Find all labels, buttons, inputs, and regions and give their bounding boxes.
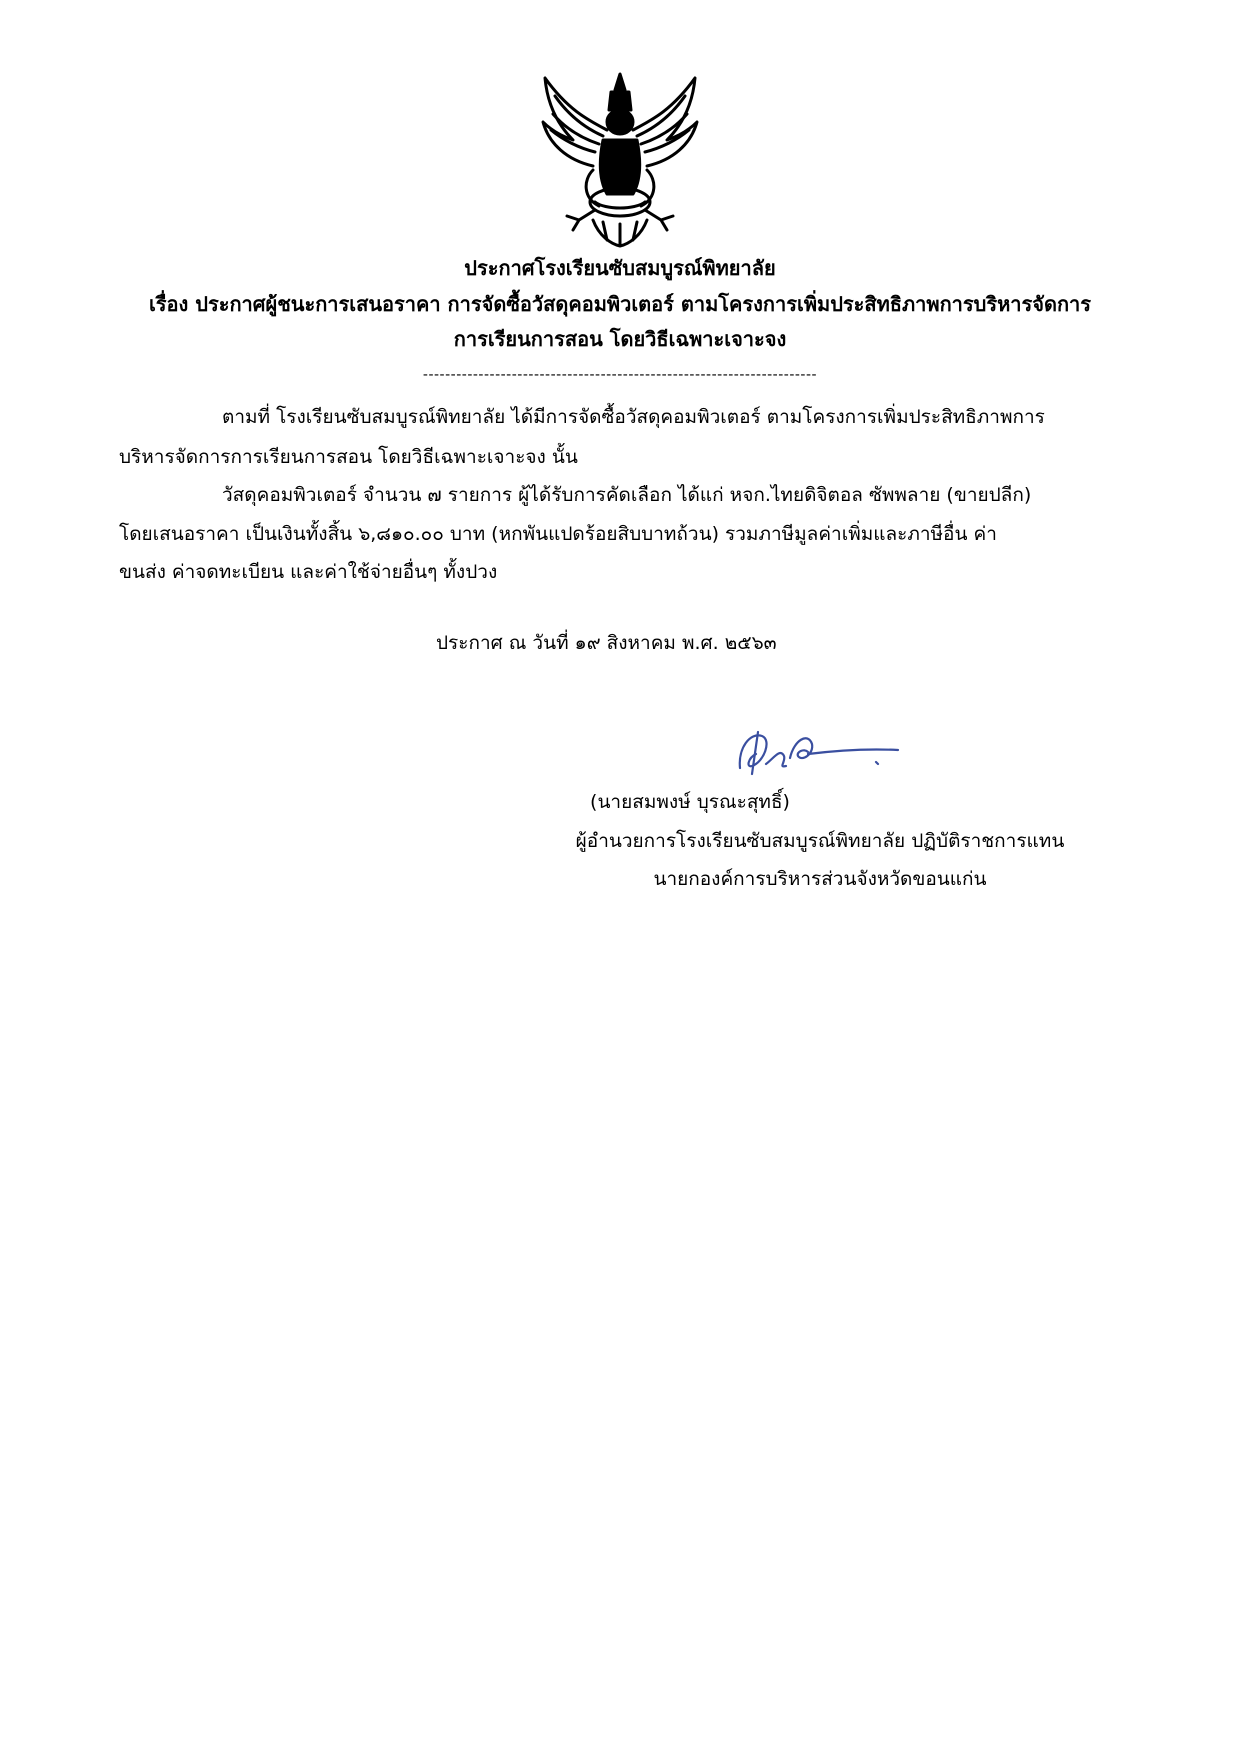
paragraph-2-line-3: ขนส่ง ค่าจดทะเบียน และค่าใช้จ่ายอื่นๆ ทั้งปวง xyxy=(119,561,498,583)
paragraph-1-line-1: ตามที่ โรงเรียนซับสมบูรณ์พิทยาลัย ได้มีการจัดซื้อวัสดุคอมพิวเตอร์ ตามโครงการเพิ่มประสิทธิภาพการ xyxy=(222,406,1045,428)
paragraph-2-line-1: วัสดุคอมพิวเตอร์ จำนวน ๗ รายการ ผู้ได้รับการคัดเลือก ได้แก่ หจก.ไทยดิจิตอล ซัพพลาย (ขายปลีก) xyxy=(222,484,1032,506)
signatory-name: (นายสมพงษ์ บุรณะสุทธิ์) xyxy=(590,791,790,813)
garuda-emblem-icon xyxy=(533,70,707,248)
subject-line-2: การเรียนการสอน โดยวิธีเฉพาะเจาะจง xyxy=(453,327,787,351)
paragraph-1-line-2: บริหารจัดการการเรียนการสอน โดยวิธีเฉพาะเจาะจง นั้น xyxy=(119,446,578,468)
paragraph-2-line-2: โดยเสนอราคา เป็นเงินทั้งสิ้น ๖,๘๑๐.๐๐ บาท (หกพันแปดร้อยสิบบาทถ้วน) รวมภาษีมูลค่าเพิ่มและภาษีอื่น ค่า xyxy=(119,523,997,545)
subject-line-1: เรื่อง ประกาศผู้ชนะการเสนอราคา การจัดซื้อวัสดุคอมพิวเตอร์ ตามโครงการเพิ่มประสิทธิภาพการบริหารจัดการ xyxy=(148,292,1092,316)
signatory-position-line-2: นายกองค์การบริหารส่วนจังหวัดขอนแก่น xyxy=(653,868,987,890)
separator-rule: ----------------------------------------------------------------------- xyxy=(422,367,818,383)
signatory-position-line-1: ผู้อำนวยการโรงเรียนซับสมบูรณ์พิทยาลัย ปฏิบัติราชการแทน xyxy=(575,830,1065,852)
handwritten-signature-icon xyxy=(728,718,908,788)
announcement-title: ประกาศโรงเรียนซับสมบูรณ์พิทยาลัย xyxy=(464,256,776,280)
announcement-date: ประกาศ ณ วันที่ ๑๙ สิงหาคม พ.ศ. ๒๕๖๓ xyxy=(436,632,777,654)
